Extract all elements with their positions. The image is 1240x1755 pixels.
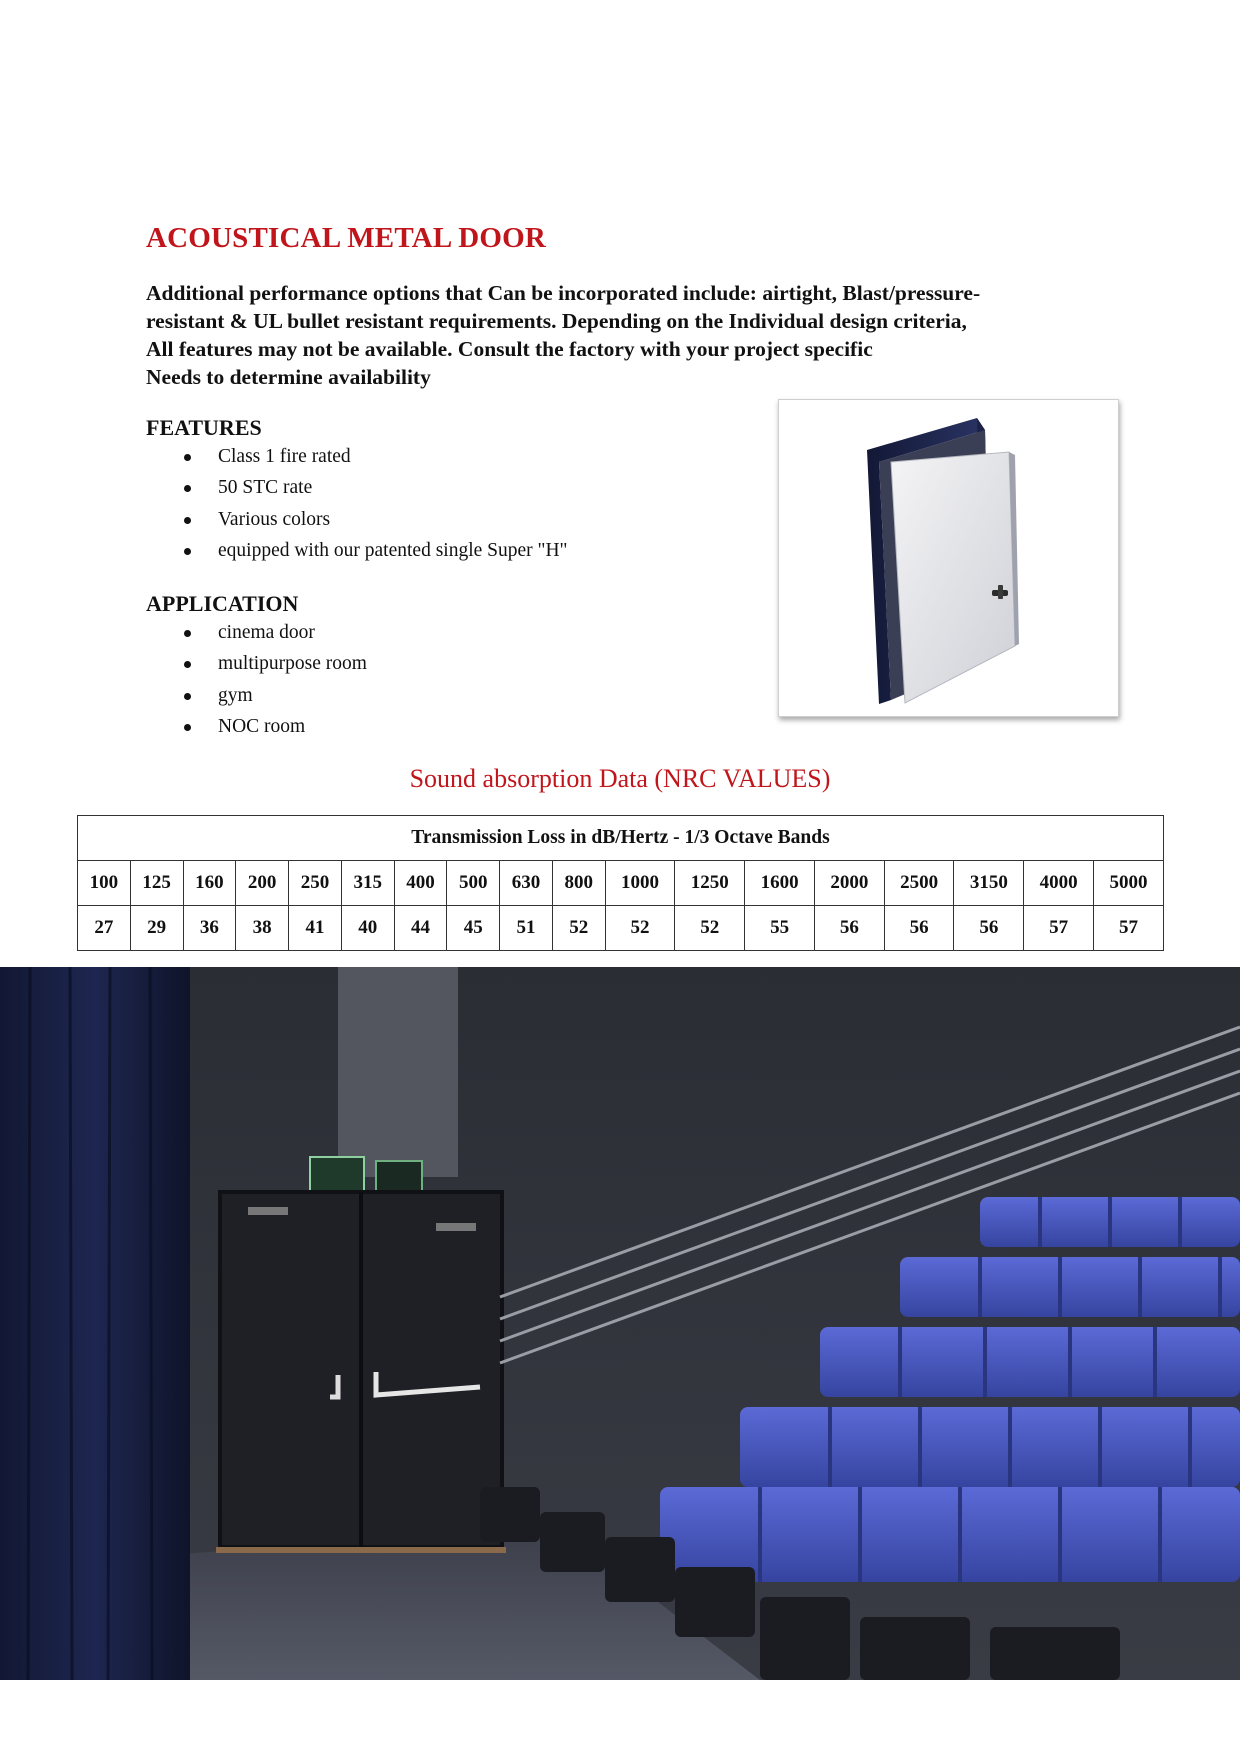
application-heading: APPLICATION	[146, 591, 299, 616]
value-cell: 57	[1094, 906, 1164, 951]
list-item: cinema door	[180, 617, 367, 648]
value-cell: 56	[884, 906, 954, 951]
frequency-cell: 250	[289, 861, 342, 906]
table-row	[78, 861, 1164, 906]
sound-data-title: Sound absorption Data (NRC VALUES)	[409, 764, 831, 793]
frequency-cell: 1000	[605, 861, 675, 906]
value-cell: 52	[552, 906, 605, 951]
intro-paragraph	[146, 279, 1106, 391]
list-item: gym	[180, 680, 367, 711]
frequency-cell: 2000	[814, 861, 884, 906]
table-row	[78, 906, 1164, 951]
frequency-cell: 1600	[745, 861, 815, 906]
features-heading: FEATURES	[146, 415, 262, 440]
value-cell: 40	[341, 906, 394, 951]
list-item: equipped with our patented single Super "H"	[180, 535, 568, 566]
intro-line: resistant & UL bullet resistant requirements. Depending on the Individual design criteria,	[146, 309, 967, 333]
value-cell: 55	[745, 906, 815, 951]
frequency-cell: 100	[78, 861, 131, 906]
value-cell: 52	[675, 906, 745, 951]
intro-line: All features may not be available. Consult the factory with your project specific	[146, 337, 873, 361]
frequency-cell: 5000	[1094, 861, 1164, 906]
value-cell: 52	[605, 906, 675, 951]
frequency-cell: 630	[500, 861, 553, 906]
intro-line: Additional performance options that Can be incorporated include: airtight, Blast/pressure-	[146, 281, 981, 305]
frequency-cell: 4000	[1024, 861, 1094, 906]
frequency-cell: 800	[552, 861, 605, 906]
frequency-cell: 125	[130, 861, 183, 906]
list-item: multipurpose room	[180, 648, 367, 679]
list-item: 50 STC rate	[180, 472, 568, 503]
frequency-cell: 400	[394, 861, 447, 906]
features-list	[180, 441, 568, 566]
value-cell: 57	[1024, 906, 1094, 951]
value-cell: 56	[814, 906, 884, 951]
frequency-cell: 160	[183, 861, 236, 906]
value-cell: 51	[500, 906, 553, 951]
frequency-cell: 1250	[675, 861, 745, 906]
value-cell: 38	[236, 906, 289, 951]
door-illustration	[779, 400, 1120, 718]
value-cell: 41	[289, 906, 342, 951]
cinema-photo	[0, 967, 1240, 1680]
value-cell: 36	[183, 906, 236, 951]
value-cell: 27	[78, 906, 131, 951]
value-cell: 56	[954, 906, 1024, 951]
cinema-illustration	[0, 967, 1240, 1680]
frequency-cell: 2500	[884, 861, 954, 906]
application-list	[180, 617, 367, 742]
list-item: NOC room	[180, 711, 367, 742]
value-cell: 45	[447, 906, 500, 951]
frequency-cell: 500	[447, 861, 500, 906]
transmission-loss-table	[77, 815, 1164, 951]
page-title: ACOUSTICAL METAL DOOR	[146, 222, 547, 254]
list-item: Various colors	[180, 504, 568, 535]
list-item: Class 1 fire rated	[180, 441, 568, 472]
door-product-image	[778, 399, 1119, 717]
intro-line: Needs to determine availability	[146, 365, 431, 389]
table-caption: Transmission Loss in dB/Hertz - 1/3 Octave Bands	[78, 816, 1164, 861]
frequency-cell: 3150	[954, 861, 1024, 906]
frequency-cell: 315	[341, 861, 394, 906]
frequency-cell: 200	[236, 861, 289, 906]
value-cell: 29	[130, 906, 183, 951]
value-cell: 44	[394, 906, 447, 951]
